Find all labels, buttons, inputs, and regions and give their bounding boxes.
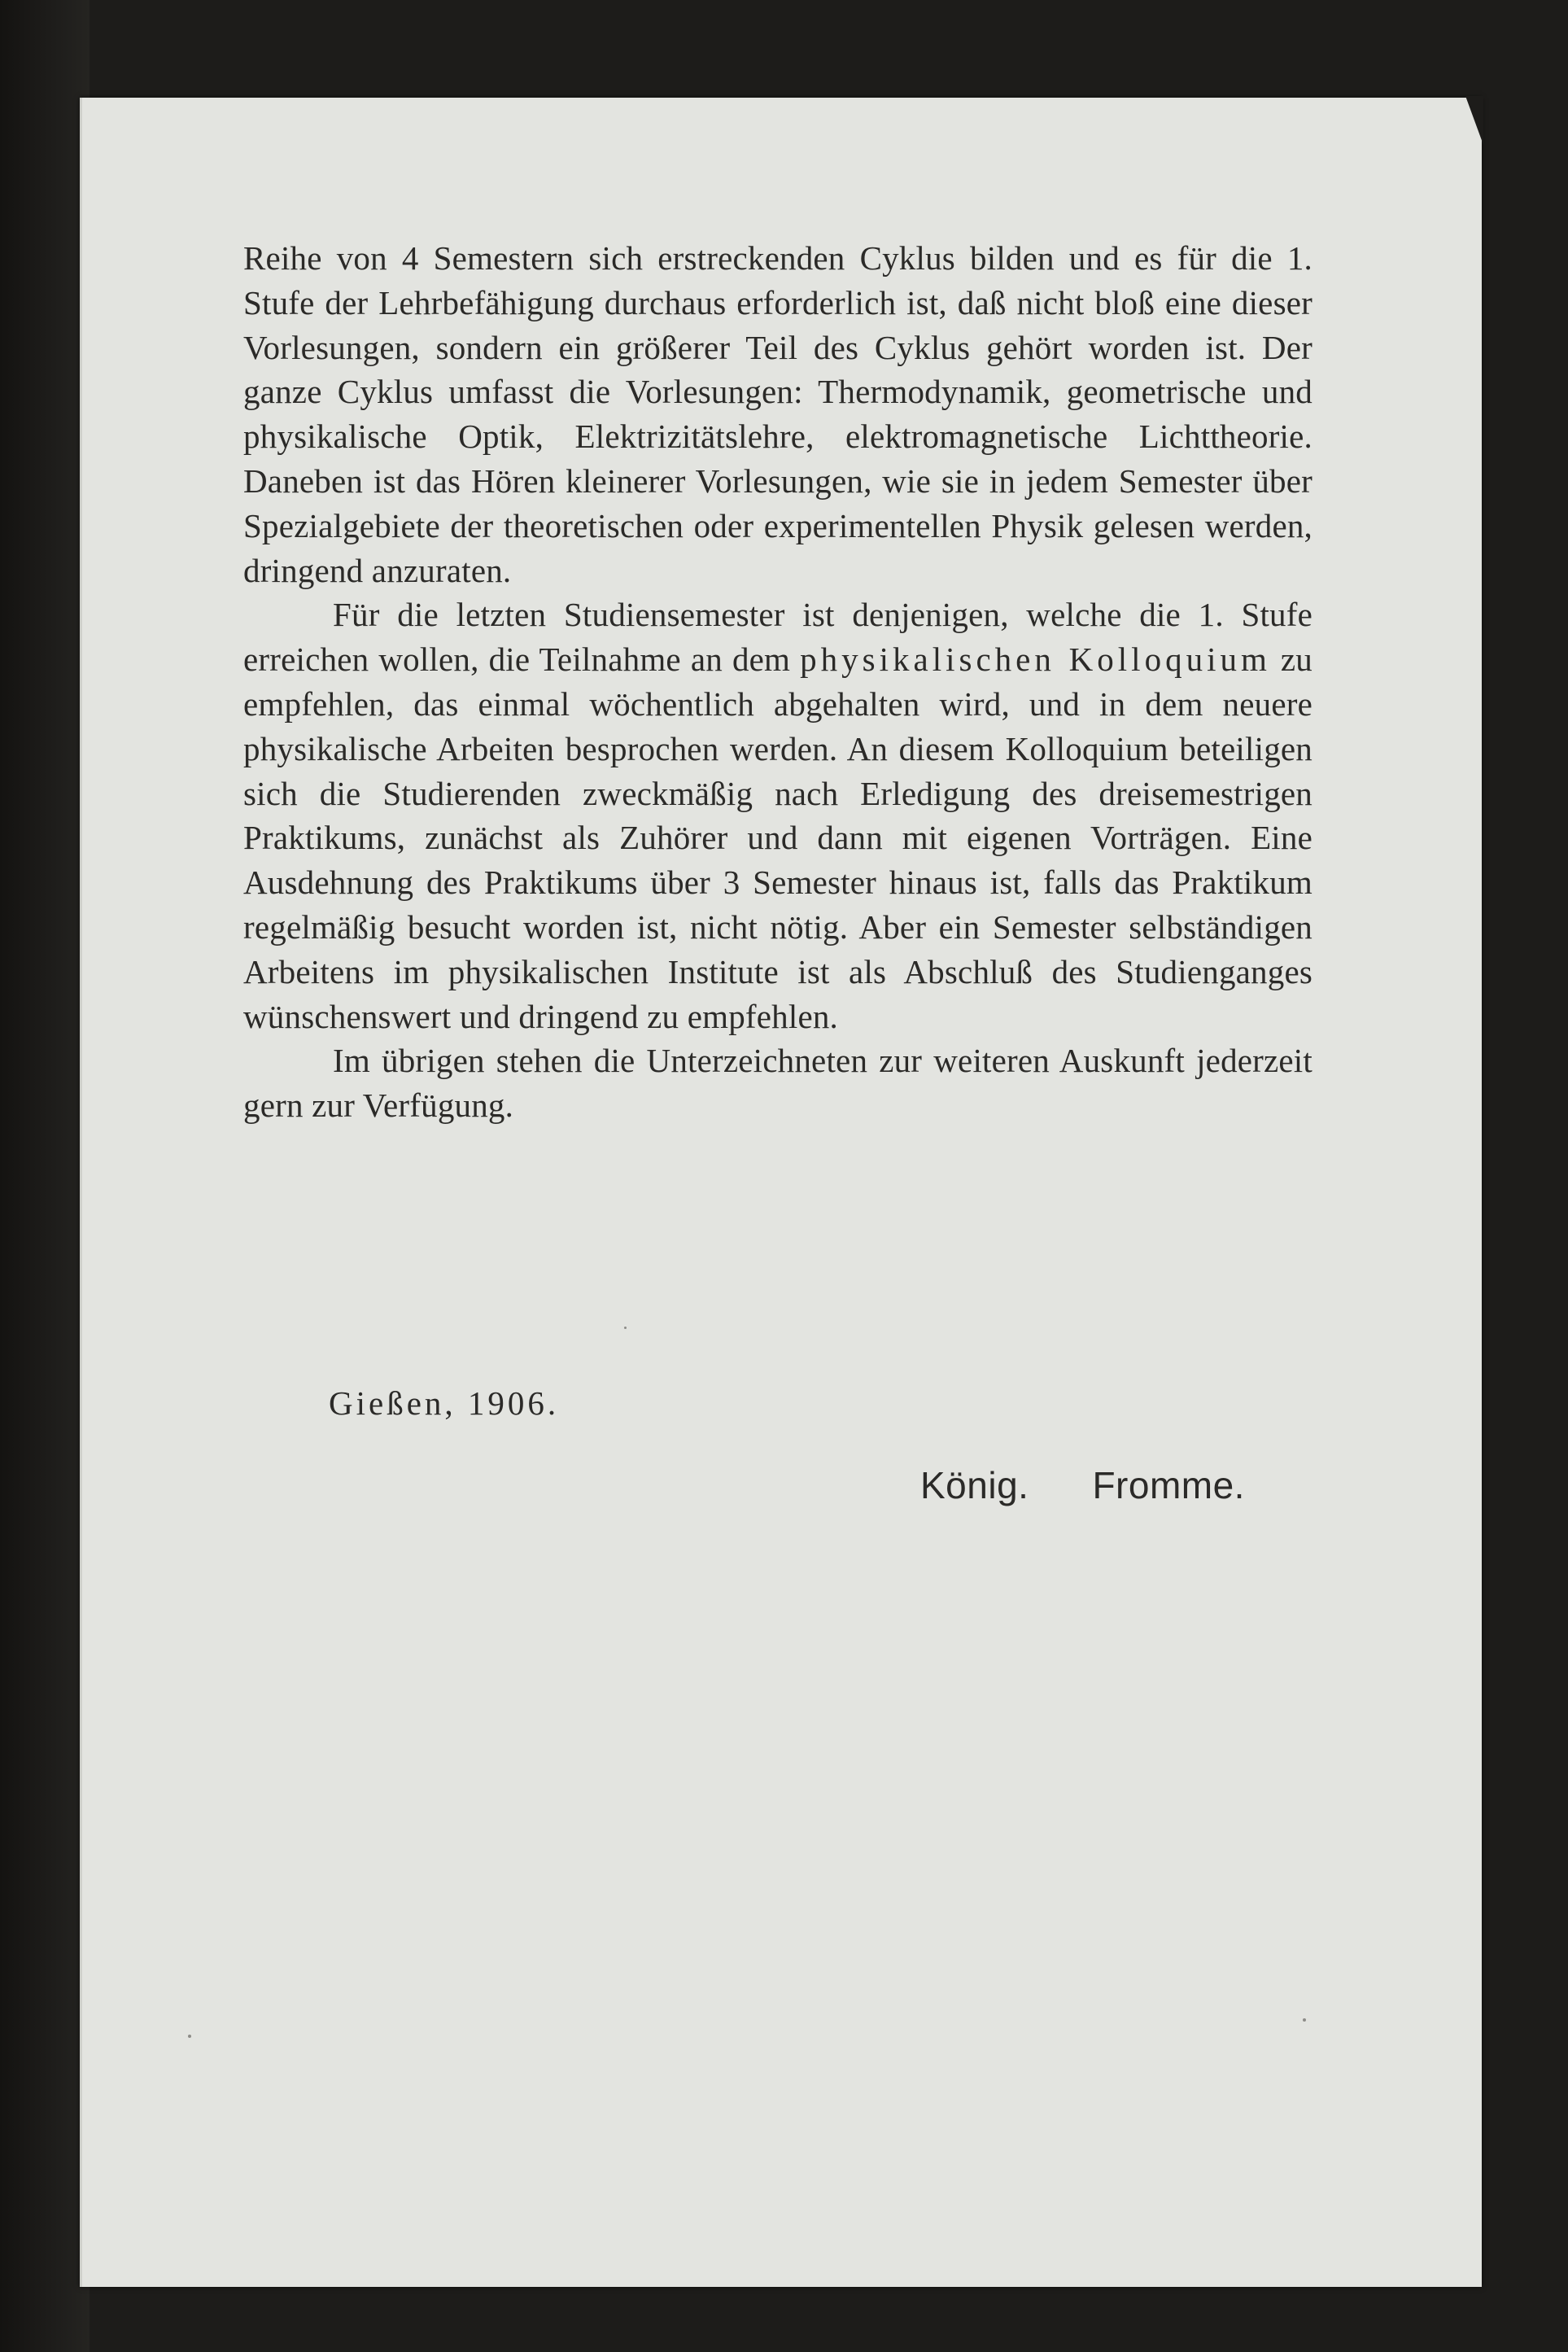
page-corner — [1465, 96, 1483, 145]
signature-fromme: Fromme. — [1092, 1464, 1245, 1506]
colloquium-text-after: zu empfehlen, das einmal wöchentlich abgehalten wird, und in dem neuere physikalische Arbeiten besprochen werden. An diesem Kolloquium beteiligen sich die Studierenden zweckmäßig nach Erledigung des dreisemestrigen Praktikums, zunächst als Zuhörer und dann mit eigenen Vorträgen. Eine Ausdehnung des Praktikums über 3 Semester hinaus ist, falls das Praktikum regelmäßig besucht worden ist, nicht nötig. Aber ein Semester selbständigen Arbeitens im physikalischen Institute ist als Abschluß des Studienganges wünschenswert und dringend zu empfehlen. — [243, 640, 1312, 1035]
signature-koenig: König. — [920, 1464, 1029, 1506]
paragraph-colloquium — [243, 592, 1312, 1038]
place-date: Gießen, 1906. — [329, 1384, 560, 1422]
colloquium-emphasis: physikalischen Kolloquium — [800, 640, 1271, 679]
paragraph-closing-note: Im übrigen stehen die Unterzeichneten zur weiteren Auskunft jederzeit gern zur Verfügung. — [243, 1042, 1312, 1125]
paper-speck — [188, 2035, 191, 2038]
binding-shadow — [0, 0, 90, 2352]
paper-speck — [624, 1327, 627, 1329]
signatures — [920, 1463, 1245, 1507]
colloquium-text-before: Für die letzten Studiensemester ist denjenigen, welche die 1. Stufe erreichen wollen, die Teilnahme an dem — [243, 596, 1312, 679]
document-page — [80, 98, 1482, 2287]
paragraph-lectures: Reihe von 4 Semestern sich erstreckenden Cyklus bilden und es für die 1. Stufe der Lehrbefähigung durchaus erforderlich ist, daß nicht bloß eine dieser Vorlesungen, sondern ein größerer Teil des Cyklus gehört worden ist. Der ganze Cyklus umfasst die Vorlesungen: Thermodynamik, geometrische und physikalische Optik, Elektrizitätslehre, elektromagnetische Lichttheorie. Daneben ist das Hören kleinerer Vorlesungen, wie sie in jedem Semester über Spezialgebiete der theoretischen oder experimentellen Physik gelesen werden, dringend anzuraten. — [243, 239, 1312, 589]
body-text — [243, 236, 1312, 1128]
paper-speck — [1303, 2018, 1306, 2022]
